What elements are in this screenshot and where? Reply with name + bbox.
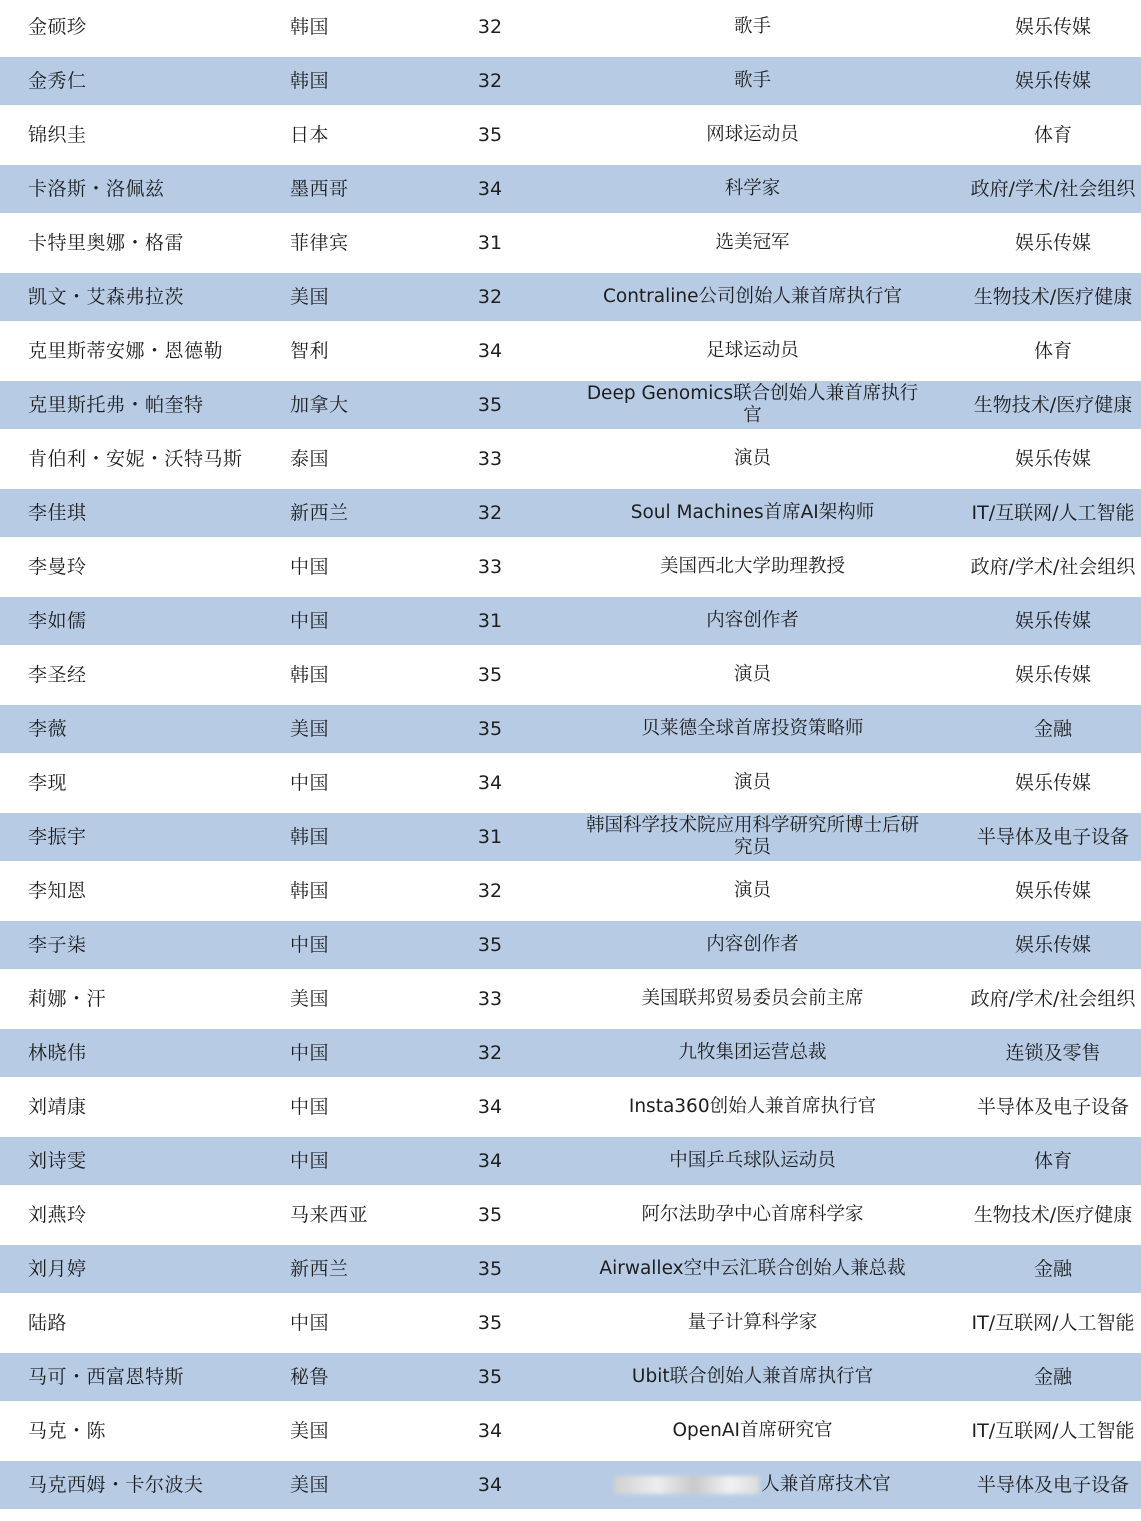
name-cell: 李子柒 bbox=[28, 934, 87, 956]
industry-cell: 生物技术/医疗健康 bbox=[973, 394, 1133, 416]
industry-cell: 生物技术/医疗健康 bbox=[973, 286, 1133, 308]
table-row bbox=[0, 921, 1141, 969]
country-cell: 美国 bbox=[290, 1420, 330, 1442]
industry-cell: 连锁及零售 bbox=[1005, 1042, 1101, 1064]
country-cell: 中国 bbox=[290, 772, 330, 794]
table-row bbox=[0, 1296, 1141, 1350]
table-row bbox=[0, 972, 1141, 1026]
table-row bbox=[0, 0, 1141, 54]
age-cell: 32 bbox=[477, 286, 503, 308]
title-cell: Contraline公司创始人兼首席执行官 bbox=[602, 286, 903, 307]
name-cell: 李薇 bbox=[28, 718, 68, 740]
table-row bbox=[0, 324, 1141, 378]
name-cell: 锦织圭 bbox=[28, 124, 87, 146]
industry-cell: 娱乐传媒 bbox=[1014, 664, 1091, 686]
table-row bbox=[0, 813, 1141, 861]
name-cell: 马克・陈 bbox=[28, 1420, 107, 1442]
country-cell: 加拿大 bbox=[290, 394, 349, 416]
title-cell: Insta360创始人兼首席执行官 bbox=[628, 1096, 877, 1117]
age-cell: 32 bbox=[477, 502, 503, 524]
name-cell: 克里斯蒂安娜・恩德勒 bbox=[28, 340, 224, 362]
industry-cell: 政府/学术/社会组织 bbox=[970, 178, 1136, 200]
table-row bbox=[0, 1080, 1141, 1134]
table-row bbox=[0, 705, 1141, 753]
country-cell: 菲律宾 bbox=[290, 232, 349, 254]
title-cell: 中国乒乓球队运动员 bbox=[669, 1150, 836, 1171]
title-cell: Airwallex空中云汇联合创始人兼总裁 bbox=[599, 1258, 906, 1279]
industry-cell: 娱乐传媒 bbox=[1014, 70, 1091, 92]
industry-cell: 金融 bbox=[1033, 718, 1072, 740]
name-cell: 林晓伟 bbox=[28, 1042, 87, 1064]
industry-cell: 体育 bbox=[1033, 340, 1072, 362]
age-cell: 34 bbox=[477, 178, 503, 200]
title-cell: Soul Machines首席AI架构师 bbox=[630, 502, 875, 523]
title-cell: Deep Genomics联合创始人兼首席执行官 bbox=[586, 383, 919, 426]
age-cell: 34 bbox=[477, 1150, 503, 1172]
country-cell: 墨西哥 bbox=[290, 178, 349, 200]
table-row bbox=[0, 273, 1141, 321]
name-cell: 刘靖康 bbox=[28, 1096, 87, 1118]
country-cell: 美国 bbox=[290, 1474, 330, 1496]
name-cell: 金秀仁 bbox=[28, 70, 87, 92]
title-cell: 九牧集团运营总裁 bbox=[678, 1042, 827, 1063]
industry-cell: 生物技术/医疗健康 bbox=[973, 1204, 1133, 1226]
age-cell: 34 bbox=[477, 1420, 503, 1442]
industry-cell: 娱乐传媒 bbox=[1014, 772, 1091, 794]
country-cell: 韩国 bbox=[290, 880, 330, 902]
table-row bbox=[0, 216, 1141, 270]
title-cell: 演员 bbox=[733, 772, 771, 793]
age-cell: 34 bbox=[477, 340, 503, 362]
name-cell: 李圣经 bbox=[28, 664, 87, 686]
industry-cell: 娱乐传媒 bbox=[1014, 934, 1091, 956]
age-cell: 34 bbox=[477, 1096, 503, 1118]
table-row bbox=[0, 1188, 1141, 1242]
age-cell: 35 bbox=[477, 934, 503, 956]
age-cell: 32 bbox=[477, 1042, 503, 1064]
title-cell: 网球运动员 bbox=[706, 124, 799, 145]
country-cell: 韩国 bbox=[290, 664, 330, 686]
name-cell: 李曼玲 bbox=[28, 556, 87, 578]
title-cell: 歌手 bbox=[733, 16, 771, 37]
age-cell: 35 bbox=[477, 394, 503, 416]
age-cell: 35 bbox=[477, 664, 503, 686]
title-cell: 选美冠军 bbox=[715, 232, 790, 253]
country-cell: 美国 bbox=[290, 718, 330, 740]
country-cell: 马来西亚 bbox=[290, 1204, 369, 1226]
table-row bbox=[0, 864, 1141, 918]
name-cell: 刘燕玲 bbox=[28, 1204, 87, 1226]
country-cell: 日本 bbox=[290, 124, 330, 146]
title-cell: 美国西北大学助理教授 bbox=[659, 556, 845, 577]
title-cell: 量子计算科学家 bbox=[687, 1312, 818, 1333]
industry-cell: 政府/学术/社会组织 bbox=[970, 988, 1136, 1010]
name-cell: 莉娜・汗 bbox=[28, 988, 107, 1010]
table-row bbox=[0, 1461, 1141, 1509]
age-cell: 32 bbox=[477, 70, 503, 92]
name-cell: 李现 bbox=[28, 772, 68, 794]
country-cell: 韩国 bbox=[290, 70, 330, 92]
industry-cell: 娱乐传媒 bbox=[1014, 16, 1091, 38]
age-cell: 33 bbox=[477, 556, 503, 578]
name-cell: 金硕珍 bbox=[28, 16, 87, 38]
country-cell: 中国 bbox=[290, 556, 330, 578]
table-row bbox=[0, 756, 1141, 810]
industry-cell: 娱乐传媒 bbox=[1014, 448, 1091, 470]
name-cell: 陆路 bbox=[28, 1312, 68, 1334]
name-cell: 克里斯托弗・帕奎特 bbox=[28, 394, 204, 416]
table-row bbox=[0, 432, 1141, 486]
age-cell: 35 bbox=[477, 1366, 503, 1388]
name-cell: 李知恩 bbox=[28, 880, 87, 902]
table-row bbox=[0, 165, 1141, 213]
table-row bbox=[0, 108, 1141, 162]
industry-cell: 娱乐传媒 bbox=[1014, 610, 1091, 632]
name-cell: 李佳琪 bbox=[28, 502, 87, 524]
industry-cell: 半导体及电子设备 bbox=[976, 1474, 1129, 1496]
age-cell: 34 bbox=[477, 1474, 503, 1496]
table-row bbox=[0, 1353, 1141, 1401]
age-cell: 32 bbox=[477, 16, 503, 38]
industry-cell: 金融 bbox=[1033, 1258, 1072, 1280]
title-cell: 演员 bbox=[733, 664, 771, 685]
table-row bbox=[0, 1404, 1141, 1458]
title-cell: 歌手 bbox=[733, 70, 771, 91]
title-cell: 内容创作者 bbox=[706, 610, 799, 631]
title-cell: 贝莱德全球首席投资策略师 bbox=[641, 718, 864, 739]
country-cell: 韩国 bbox=[290, 826, 330, 848]
name-cell: 刘诗雯 bbox=[28, 1150, 87, 1172]
title-cell: 演员 bbox=[733, 448, 771, 469]
industry-cell: IT/互联网/人工智能 bbox=[971, 1312, 1135, 1334]
country-cell: 中国 bbox=[290, 1096, 330, 1118]
name-cell: 李振宇 bbox=[28, 826, 87, 848]
table-row bbox=[0, 648, 1141, 702]
industry-cell: IT/互联网/人工智能 bbox=[971, 1420, 1135, 1442]
title-cell: 美国联邦贸易委员会前主席 bbox=[641, 988, 864, 1009]
industry-cell: 金融 bbox=[1033, 1366, 1072, 1388]
table-row bbox=[0, 57, 1141, 105]
title-cell: 内容创作者 bbox=[706, 934, 799, 955]
age-cell: 31 bbox=[477, 826, 503, 848]
industry-cell: 半导体及电子设备 bbox=[976, 826, 1129, 848]
title-cell: OpenAI首席研究官 bbox=[672, 1420, 833, 1441]
age-cell: 35 bbox=[477, 124, 503, 146]
title-cell: 韩国科学技术院应用科学研究所博士后研究员 bbox=[585, 815, 919, 858]
name-cell: 马可・西富恩特斯 bbox=[28, 1366, 185, 1388]
country-cell: 泰国 bbox=[290, 448, 330, 470]
country-cell: 美国 bbox=[290, 988, 330, 1010]
age-cell: 35 bbox=[477, 1258, 503, 1280]
name-cell: 刘月婷 bbox=[28, 1258, 87, 1280]
title-cell: 科学家 bbox=[724, 178, 781, 199]
country-cell: 中国 bbox=[290, 1312, 330, 1334]
name-cell: 马克西姆・卡尔波夫 bbox=[28, 1474, 204, 1496]
table-row bbox=[0, 597, 1141, 645]
age-cell: 35 bbox=[477, 1204, 503, 1226]
age-cell: 34 bbox=[477, 772, 503, 794]
age-cell: 35 bbox=[477, 718, 503, 740]
title-cell: 足球运动员 bbox=[706, 340, 799, 361]
age-cell: 31 bbox=[477, 610, 503, 632]
country-cell: 中国 bbox=[290, 1150, 330, 1172]
name-cell: 凯文・艾森弗拉茨 bbox=[28, 286, 185, 308]
age-cell: 35 bbox=[477, 1312, 503, 1334]
age-cell: 32 bbox=[477, 880, 503, 902]
title-cell: Ubit联合创始人兼首席执行官 bbox=[631, 1366, 874, 1387]
table-row bbox=[0, 1029, 1141, 1077]
name-cell: 李如儒 bbox=[28, 610, 87, 632]
title-cell bbox=[540, 1474, 965, 1496]
country-cell: 中国 bbox=[290, 610, 330, 632]
industry-cell: 娱乐传媒 bbox=[1014, 880, 1091, 902]
industry-cell: 半导体及电子设备 bbox=[976, 1096, 1129, 1118]
age-cell: 33 bbox=[477, 448, 503, 470]
table-row bbox=[0, 489, 1141, 537]
name-cell: 卡特里奥娜・格雷 bbox=[28, 232, 185, 254]
country-cell: 秘鲁 bbox=[290, 1366, 330, 1388]
country-cell: 中国 bbox=[290, 934, 330, 956]
industry-cell: 政府/学术/社会组织 bbox=[970, 556, 1136, 578]
title-cell: 演员 bbox=[733, 880, 771, 901]
title-cell: 阿尔法助孕中心首席科学家 bbox=[641, 1204, 864, 1225]
redaction-mark bbox=[614, 1476, 759, 1494]
name-cell: 卡洛斯・洛佩兹 bbox=[28, 178, 165, 200]
age-cell: 31 bbox=[477, 232, 503, 254]
table-row bbox=[0, 540, 1141, 594]
industry-cell: 体育 bbox=[1033, 1150, 1072, 1172]
industry-cell: 娱乐传媒 bbox=[1014, 232, 1091, 254]
table-row bbox=[0, 1245, 1141, 1293]
name-cell: 肯伯利・安妮・沃特马斯 bbox=[28, 448, 243, 470]
country-cell: 智利 bbox=[290, 340, 330, 362]
industry-cell: 体育 bbox=[1033, 124, 1072, 146]
country-cell: 新西兰 bbox=[290, 502, 349, 524]
table-row bbox=[0, 381, 1141, 429]
country-cell: 美国 bbox=[290, 286, 330, 308]
country-cell: 新西兰 bbox=[290, 1258, 349, 1280]
age-cell: 33 bbox=[477, 988, 503, 1010]
industry-cell: IT/互联网/人工智能 bbox=[971, 502, 1135, 524]
title-text: 人兼首席技术官 bbox=[761, 1474, 891, 1495]
table-row bbox=[0, 1137, 1141, 1185]
country-cell: 韩国 bbox=[290, 16, 330, 38]
country-cell: 中国 bbox=[290, 1042, 330, 1064]
